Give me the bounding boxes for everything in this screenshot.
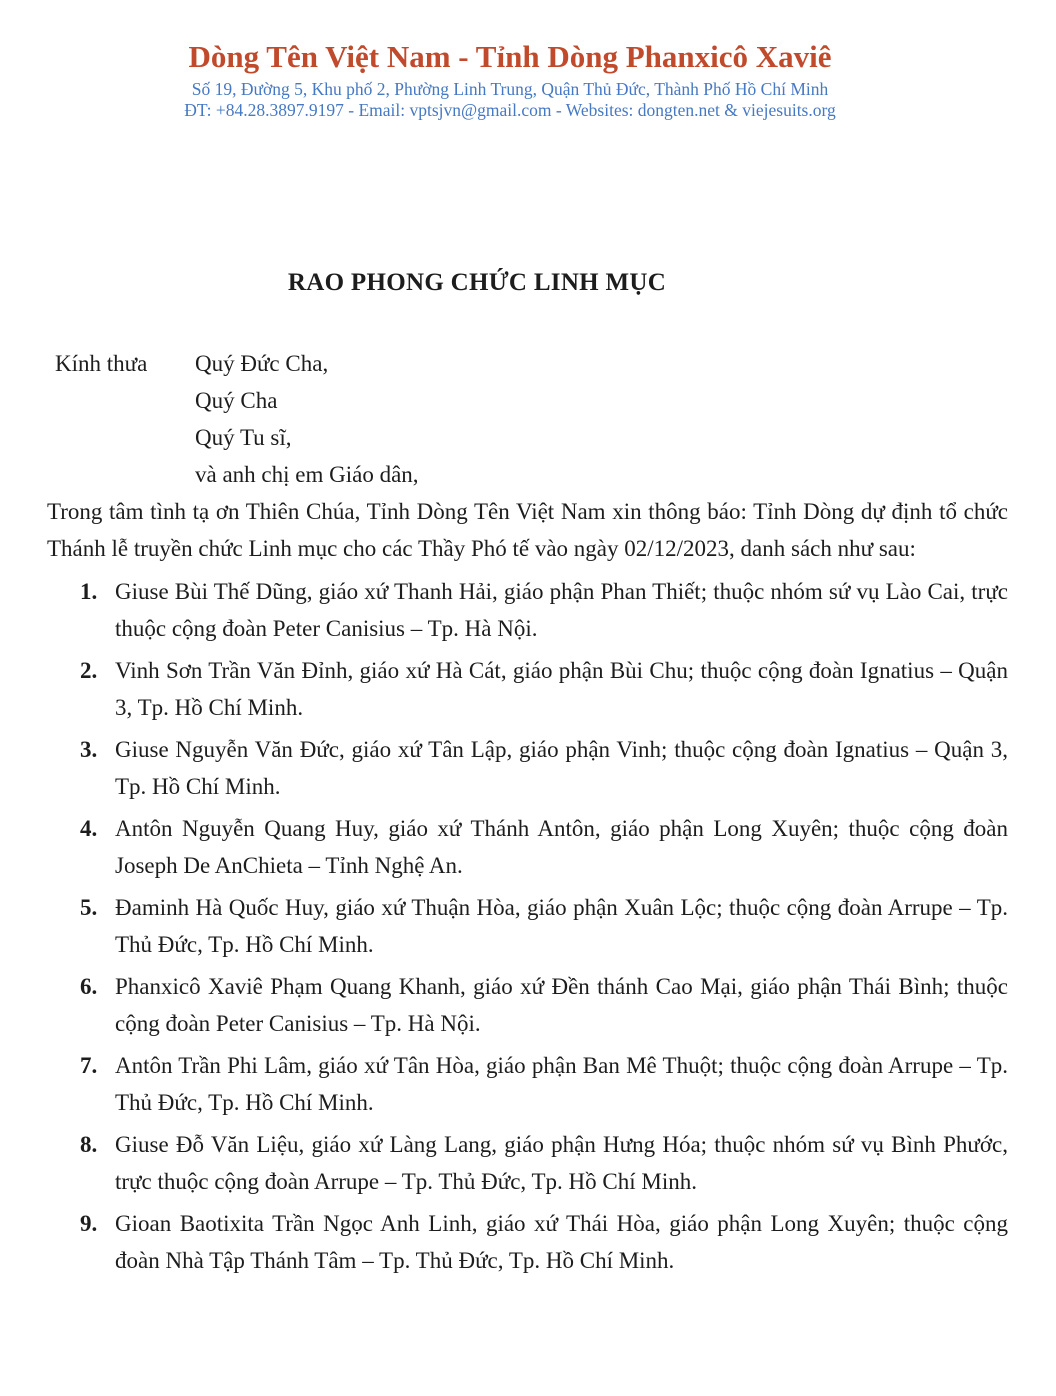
list-item-number: 5.	[80, 895, 98, 920]
list-item-text: Giuse Bùi Thế Dũng, giáo xứ Thanh Hải, giáo phận Phan Thiết; thuộc nhóm sứ vụ Lào Cai, trực thuộc cộng đoàn Peter Canisius – Tp. Hà Nội.	[115, 579, 1008, 641]
list-item-text: Phanxicô Xaviê Phạm Quang Khanh, giáo xứ Đền thánh Cao Mại, giáo phận Thái Bình; thuộc cộng đoàn Peter Canisius – Tp. Hà Nội.	[115, 974, 1008, 1036]
list-item-text: Giuse Đỗ Văn Liệu, giáo xứ Làng Lang, giáo phận Hưng Hóa; thuộc nhóm sứ vụ Bình Phước, trực thuộc cộng đoàn Arrupe – Tp. Thủ Đức, Tp. Hồ Chí Minh.	[115, 1132, 1008, 1194]
list-item	[47, 1126, 1008, 1200]
org-address: Số 19, Đường 5, Khu phố 2, Phường Linh Trung, Quận Thủ Đức, Thành Phố Hồ Chí Minh	[191, 79, 829, 99]
list-item-text: Giuse Nguyễn Văn Đức, giáo xứ Tân Lập, giáo phận Vinh; thuộc cộng đoàn Ignatius – Quận 3, Tp. Hồ Chí Minh.	[115, 737, 1008, 799]
list-item-text: Đaminh Hà Quốc Huy, giáo xứ Thuận Hòa, giáo phận Xuân Lộc; thuộc cộng đoàn Arrupe – Tp. Thủ Đức, Tp. Hồ Chí Minh.	[115, 895, 1008, 957]
salutation-line: Quý Cha	[195, 388, 278, 413]
list-item-text: Antôn Nguyễn Quang Huy, giáo xứ Thánh Antôn, giáo phận Long Xuyên; thuộc cộng đoàn Joseph De AnChieta – Tỉnh Nghệ An.	[115, 816, 1008, 878]
salutation-line: Quý Tu sĩ,	[195, 425, 292, 450]
list-item-number: 4.	[80, 816, 98, 841]
list-item-number: 7.	[80, 1053, 98, 1078]
list-item-number: 8.	[80, 1132, 98, 1157]
document-title: RAO PHONG CHỨC LINH MỤC	[287, 269, 667, 296]
list-item-text: Antôn Trần Phi Lâm, giáo xứ Tân Hòa, giáo phận Ban Mê Thuột; thuộc cộng đoàn Arrupe – Tp. Thủ Đức, Tp. Hồ Chí Minh.	[115, 1053, 1008, 1115]
list-item-text: Vinh Sơn Trần Văn Đỉnh, giáo xứ Hà Cát, giáo phận Bùi Chu; thuộc cộng đoàn Ignatius – Quận 3, Tp. Hồ Chí Minh.	[115, 658, 1008, 720]
org-name: Dòng Tên Việt Nam - Tỉnh Dòng Phanxicô Xaviê	[188, 39, 832, 74]
list-item	[47, 889, 1008, 963]
ordination-list	[47, 573, 1008, 1279]
letterhead-details	[0, 79, 1020, 121]
list-item-number: 3.	[80, 737, 98, 762]
list-item-number: 9.	[80, 1211, 98, 1236]
intro-paragraph: Trong tâm tình tạ ơn Thiên Chúa, Tỉnh Dòng Tên Việt Nam xin thông báo: Tỉnh Dòng dự định tổ chức Thánh lễ truyền chức Linh mục cho các Thầy Phó tế vào ngày 02/12/2023, danh sách như sau:	[47, 499, 1008, 561]
list-item	[47, 573, 1008, 647]
salutation-line: Quý Đức Cha,	[195, 351, 329, 376]
salutation-addressees	[195, 345, 419, 493]
document-body	[47, 345, 1008, 1279]
list-item-number: 2.	[80, 658, 98, 683]
salutation-block	[47, 345, 1008, 493]
list-item	[47, 1205, 1008, 1279]
list-item	[47, 968, 1008, 1042]
list-item-number: 6.	[80, 974, 98, 999]
list-item-text: Gioan Baotixita Trần Ngọc Anh Linh, giáo xứ Thái Hòa, giáo phận Long Xuyên; thuộc cộng đoàn Nhà Tập Thánh Tâm – Tp. Thủ Đức, Tp. Hồ Chí Minh.	[115, 1211, 1008, 1273]
list-item	[47, 1047, 1008, 1121]
salutation-line: và anh chị em Giáo dân,	[195, 462, 419, 487]
letterhead	[0, 0, 1056, 121]
list-item	[47, 810, 1008, 884]
list-item-number: 1.	[80, 579, 98, 604]
salutation-label: Kính thưa	[55, 351, 148, 376]
list-item	[47, 731, 1008, 805]
org-contact: ĐT: +84.28.3897.9197 - Email: vptsjvn@gmail.com - Websites: dongten.net & viejesuits.org	[184, 100, 836, 120]
list-item	[47, 652, 1008, 726]
